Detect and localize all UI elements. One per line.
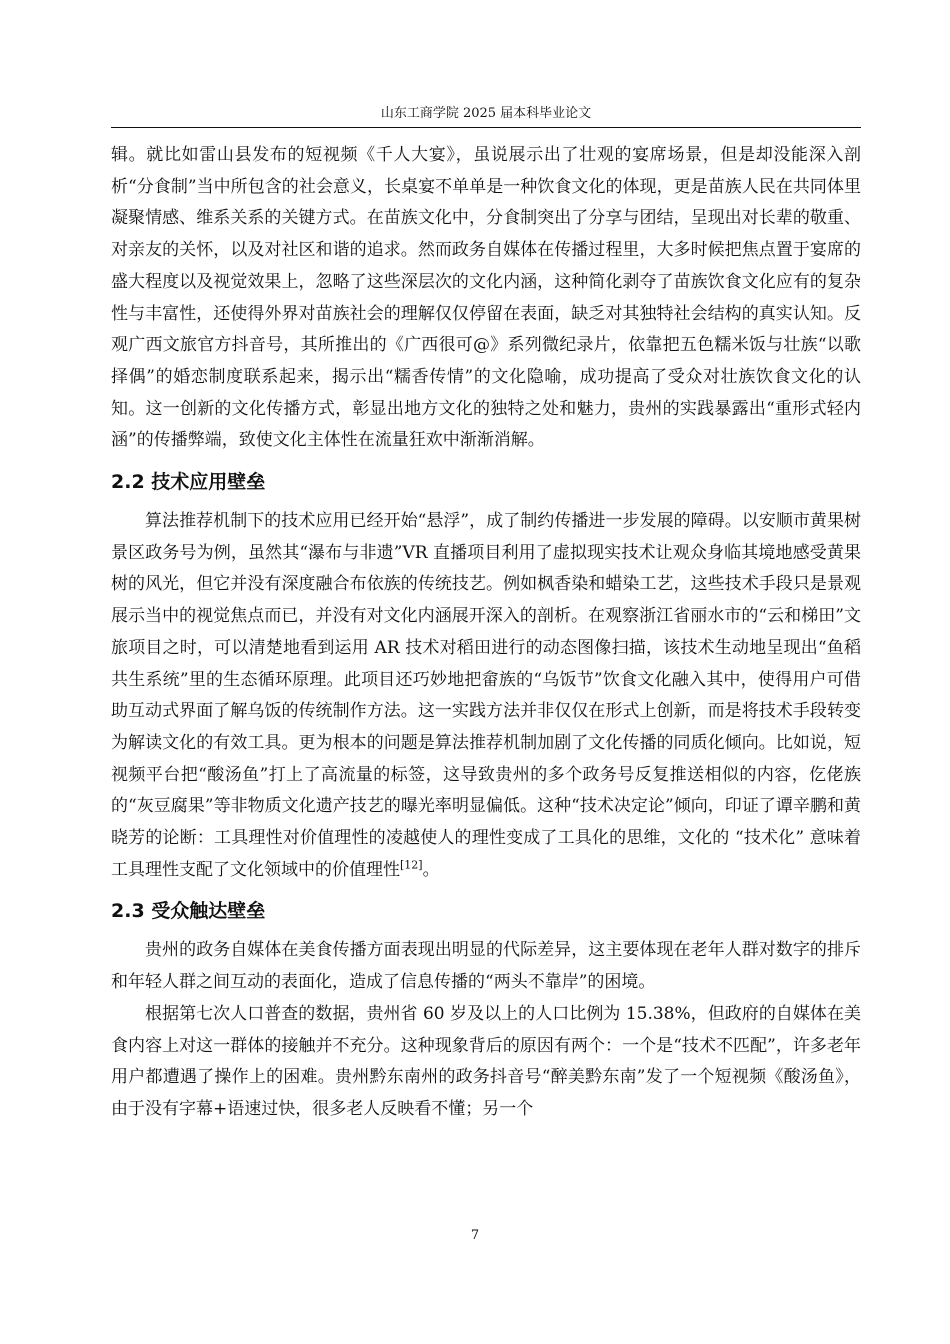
section-heading-2-3: 2.3 受众触达壁垒: [111, 900, 266, 923]
citation-marker[interactable]: [12]: [400, 858, 423, 872]
paragraph-census-data: 根据第七次人口普查的数据，贵州省 60 岁及以上的人口比例为 15.38%，但政府的自媒体在美食内容上对这一群体的接触并不充分。这种现象背后的原因有两个：一个是“技术不匹配”，许多老年用户都遭遇了操作上的困难。贵州黔东南州的政务抖音号“醉美黔东南”发了一个短视频《酸汤鱼》，由于没有字幕+语速过快，很多老人反映看不懂；另一个: [111, 1003, 861, 1119]
paragraph-continued: 辑。就比如雷山县发布的短视频《千人大宴》，虽说展示出了壮观的宴席场景，但是却没能深入剖析“分食制”当中所包含的社会意义，长桌宴不单单是一种饮食文化的体现，更是苗族人民在共同体里凝聚情感、维系关系的关键方式。在苗族文化中，分食制突出了分享与团结，呈现出对长辈的敬重、对亲友的关怀，以及对社区和谐的追求。然而政务自媒体在传播过程里，大多时候把焦点置于宴席的盛大程度以及视觉效果上，忽略了这些深层次的文化内涵，这种简化剥夺了苗族饮食文化应有的复杂性与丰富性，还使得外界对苗族社会的理解仅仅停留在表面，缺乏对其独特社会结构的真实认知。反观广西文旅官方抖音号，其所推出的《广西很可@》系列微纪录片，依靠把五色糯米饭与壮族“以歌择偶”的婚恋制度联系起来，揭示出“糯香传情”的文化隐喻，成功提高了受众对壮族饮食文化的认知。这一创新的文化传播方式，彰显出地方文化的独特之处和魅力，贵州的实践暴露出“重形式轻内涵”的传播弊端，致使文化主体性在流量狂欢中渐渐消解。: [111, 145, 861, 451]
paragraph-text: 算法推荐机制下的技术应用已经开始“悬浮”，成了制约传播进一步发展的障碍。以安顺市黄果树景区政务号为例，虽然其“瀑布与非遗”VR 直播项目利用了虚拟现实技术让观众身临其境地感受黄果树的风光，但它并没有深度融合布依族的传统技艺。例如枫香染和蜡染工艺，这些技术手段只是景观展示当中的视觉焦点而已，并没有对文化内涵展开深入的剖析。在观察浙江省丽水市的“云和梯田”文旅项目之时，可以清楚地看到运用 AR 技术对稻田进行的动态图像扫描，该技术生动地呈现出“鱼稻共生系统”里的生态循环原理。此项目还巧妙地把畲族的“乌饭节”饮食文化融入其中，使得用户可借助互动式界面了解乌饭的传统制作方法。这一实践方法并非仅仅在形式上创新，而是将技术手段转变为解读文化的有效工具。更为根本的问题是算法推荐机制加剧了文化传播的同质化倾向。比如说，短视频平台把“酸汤鱼”打上了高流量的标签，这导致贵州的多个政务号反复推送相似的内容，仡佬族的“灰豆腐果”等非物质文化遗产技艺的曝光率明显偏低。这种“技术决定论”倾向，印证了谭辛鹏和黄晓芳的论断：工具理性对价值理性的凌越使人的理性变成了工具化的思维，文化的 “技术化” 意味着工具理性支配了文化领域中的价值理性: [111, 511, 861, 880]
running-header: 山东工商学院 2025 届本科毕业论文: [380, 106, 592, 121]
header-rule: [111, 127, 861, 128]
paragraph-technology-barrier: [111, 506, 861, 886]
page-body: [111, 140, 861, 1126]
paragraph-end: 。: [422, 859, 440, 880]
paragraph-audience-intro: 贵州的政务自媒体在美食传播方面表现出明显的代际差异，这主要体现在老年人群对数字的排斥和年轻人群之间互动的表面化，造成了信息传播的“两头不靠岸”的困境。: [111, 940, 861, 993]
section-heading-2-2: 2.2 技术应用壁垒: [111, 471, 266, 494]
page-number: 7: [470, 1228, 480, 1243]
